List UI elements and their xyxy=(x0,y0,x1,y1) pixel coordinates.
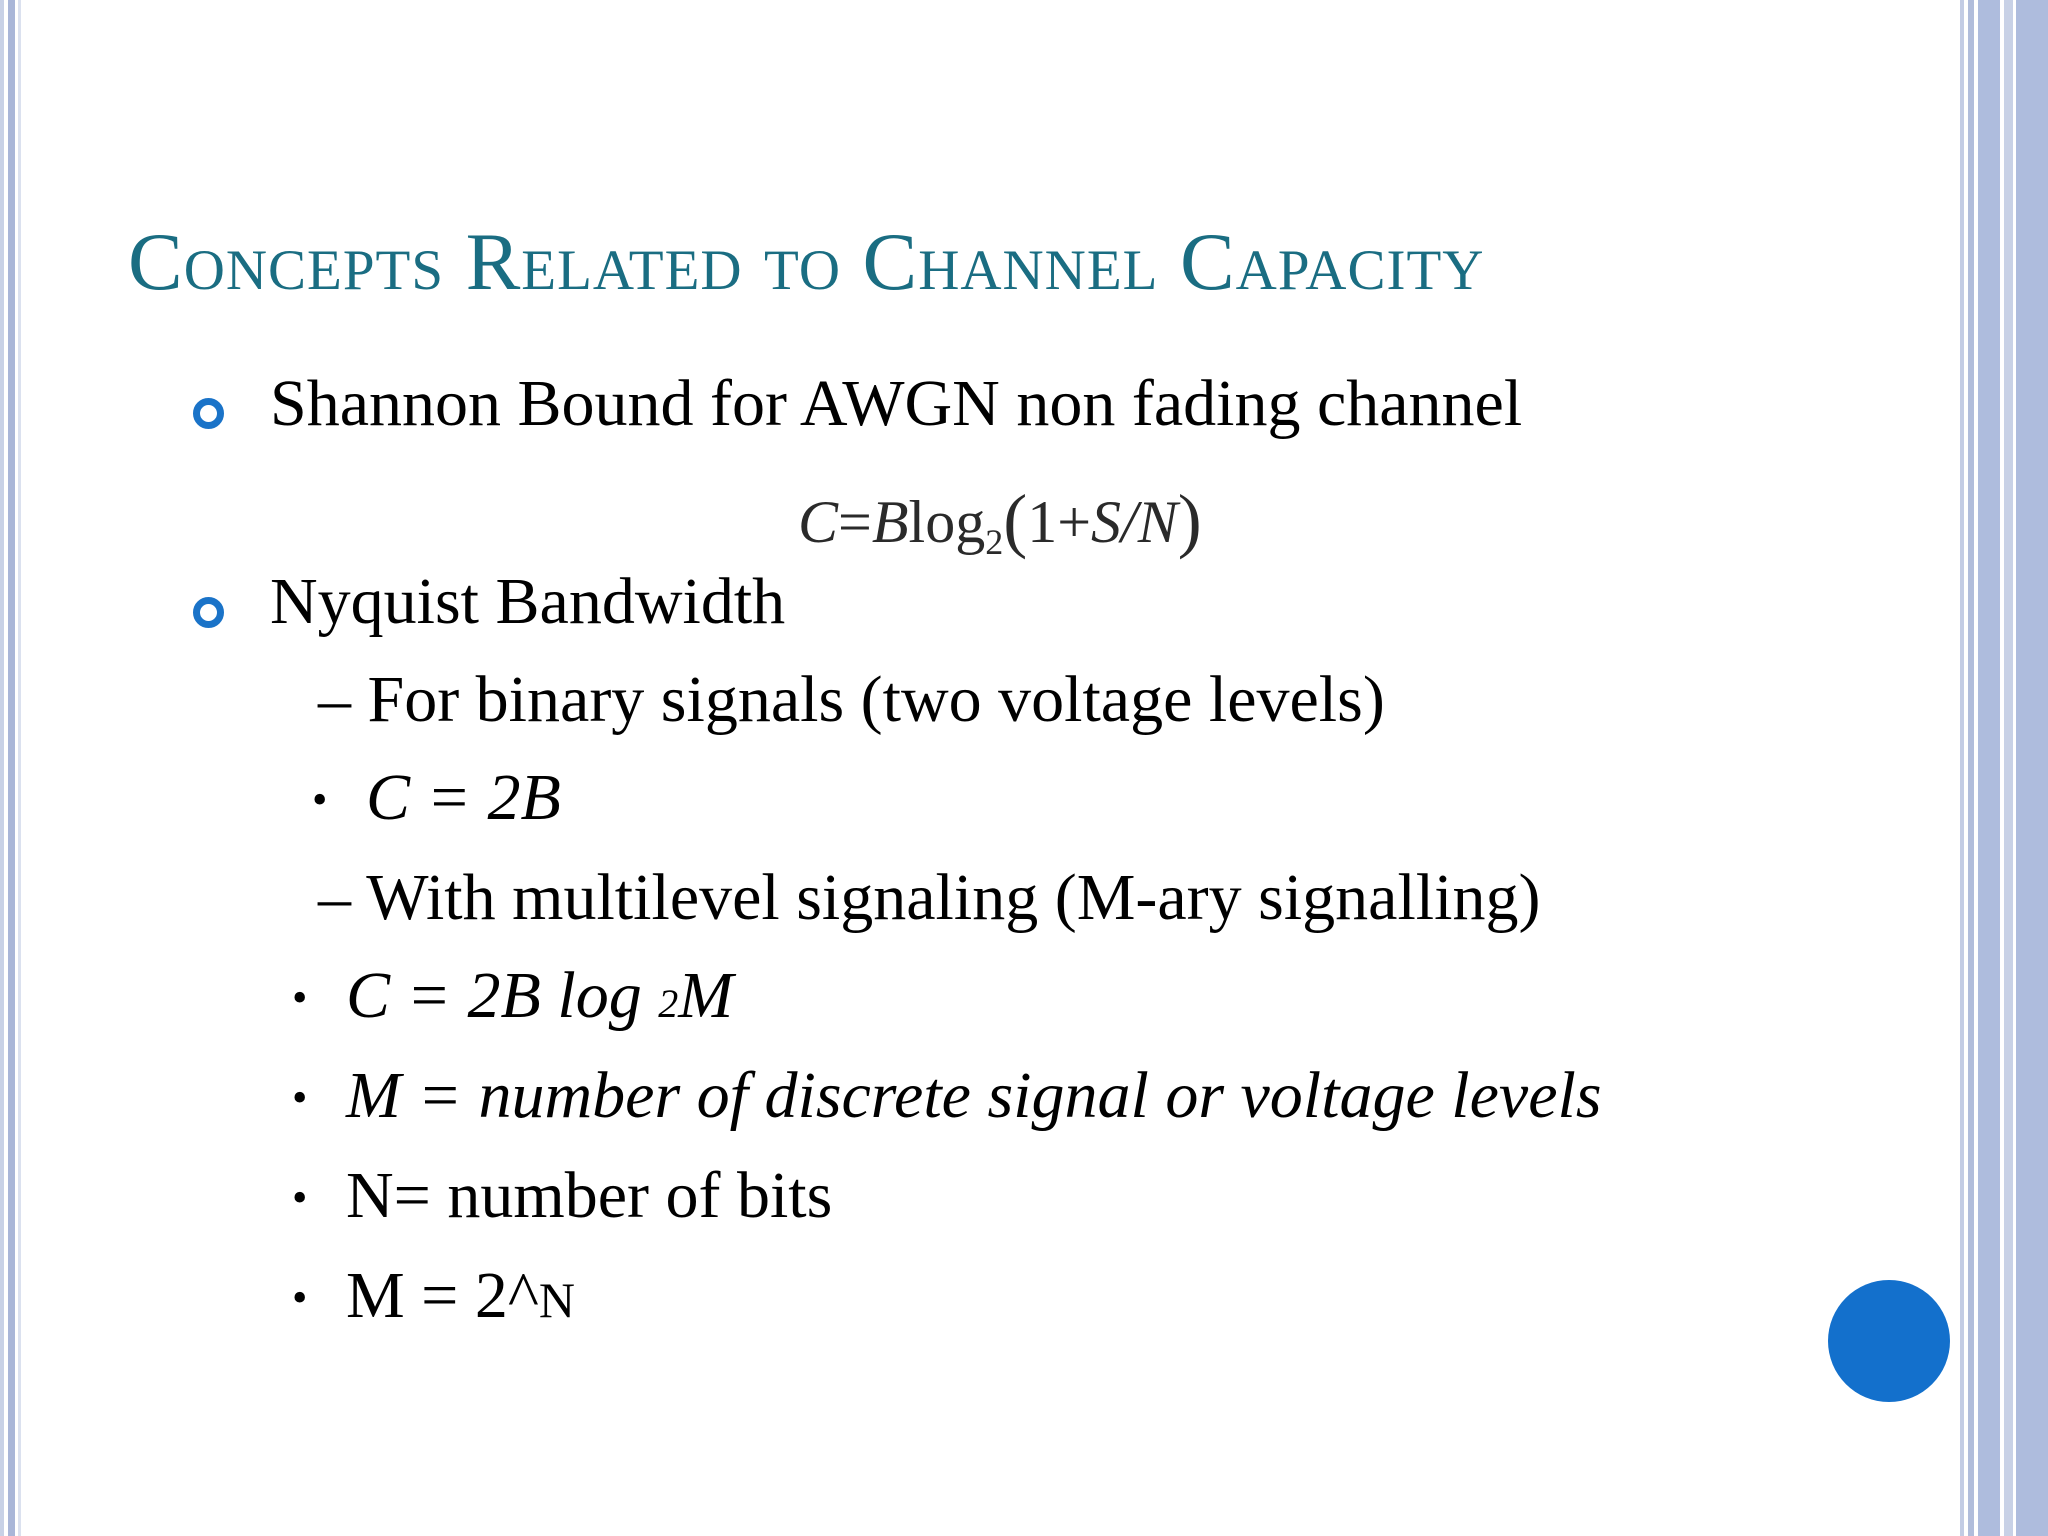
sub-bullet-dot: • xyxy=(292,1273,308,1322)
multilevel-formula-base: 2 xyxy=(658,981,679,1026)
formula-log-base: 2 xyxy=(985,522,1004,562)
binary-signals-heading: – For binary signals (two voltage levels) xyxy=(318,663,1385,736)
shannon-formula xyxy=(798,480,1202,582)
formula-s: S xyxy=(1091,489,1122,555)
right-border-decoration xyxy=(1960,0,2048,1536)
bullet-ring-icon xyxy=(193,398,224,429)
multilevel-signaling-heading: – With multilevel signaling (M-ary signalling) xyxy=(318,861,1541,934)
bullet-nyquist-bandwidth: Nyquist Bandwidth xyxy=(270,565,786,638)
formula-close-paren: ) xyxy=(1177,480,1202,560)
formula-open-paren: ( xyxy=(1003,480,1028,560)
m-power-main: M = 2^ xyxy=(346,1259,539,1332)
bullet-shannon-bound: Shannon Bound for AWGN non fading channel xyxy=(270,367,1523,440)
formula-b: B xyxy=(871,489,909,555)
formula-n: N xyxy=(1137,489,1178,555)
m-power-exponent: N xyxy=(538,1272,575,1328)
binary-formula: C = 2B xyxy=(366,761,561,834)
left-border-decoration xyxy=(0,0,26,1536)
m-power-formula xyxy=(346,1256,575,1340)
sub-bullet-dot: • xyxy=(312,775,328,824)
formula-one: 1 xyxy=(1027,489,1058,555)
decorative-circle xyxy=(1828,1280,1950,1402)
multilevel-formula-main: C = 2B log xyxy=(346,959,659,1032)
sub-bullet-dot: • xyxy=(292,1173,308,1222)
sub-bullet-dot: • xyxy=(292,1073,308,1122)
m-definition: M = number of discrete signal or voltage levels xyxy=(346,1059,1602,1132)
formula-slash: / xyxy=(1121,489,1138,555)
slide-title: Concepts Related to Channel Capacity xyxy=(128,216,1485,307)
multilevel-formula-end: M xyxy=(678,959,734,1032)
formula-c: C xyxy=(798,489,839,555)
formula-equals: = xyxy=(838,489,872,555)
bullet-ring-icon xyxy=(193,597,224,628)
formula-log: log xyxy=(908,489,986,555)
formula-plus: + xyxy=(1057,489,1092,555)
n-definition: N= number of bits xyxy=(346,1159,833,1232)
multilevel-formula xyxy=(346,956,733,1044)
sub-bullet-dot: • xyxy=(292,973,308,1022)
